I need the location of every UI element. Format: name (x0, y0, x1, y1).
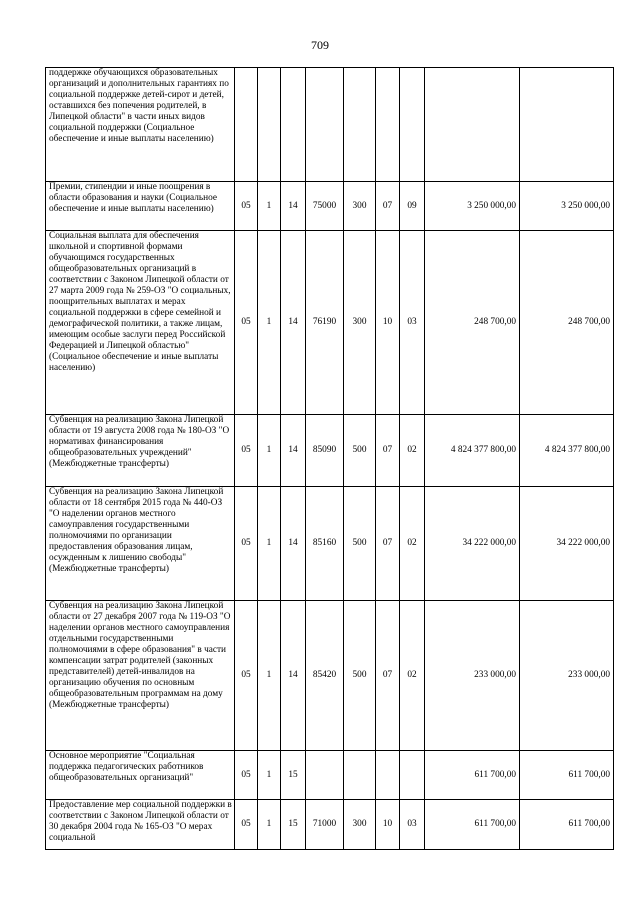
section-code (376, 751, 400, 800)
subprogram-code: 1 (258, 601, 281, 751)
program-code: 05 (235, 800, 258, 850)
subprogram-code: 1 (258, 415, 281, 487)
expense-type-code: 300 (344, 231, 376, 415)
subprogram-code: 1 (258, 487, 281, 601)
main-activity-code: 14 (281, 487, 306, 601)
main-activity-code (281, 68, 306, 182)
amount-2: 611 700,00 (520, 800, 614, 850)
expense-type-code: 300 (344, 182, 376, 231)
direction-code: 71000 (306, 800, 344, 850)
amount-2: 4 824 377 800,00 (520, 415, 614, 487)
subsection-code: 09 (400, 182, 425, 231)
amount-2: 3 250 000,00 (520, 182, 614, 231)
section-code: 10 (376, 231, 400, 415)
main-activity-code: 14 (281, 182, 306, 231)
row-description: Субвенция на реализацию Закона Липецкой области от 18 сентября 2015 года № 440-ОЗ "О наделении органов местного самоуправления государственными полномочиями по организации предоставления образования лицам, осужденным к лишению свободы" (Межбюджетные трансферты) (46, 487, 235, 601)
direction-code: 75000 (306, 182, 344, 231)
table-row (46, 415, 614, 487)
table-row (46, 182, 614, 231)
subsection-code: 02 (400, 415, 425, 487)
amount-1: 34 222 000,00 (425, 487, 520, 601)
expense-type-code: 500 (344, 487, 376, 601)
amount-1: 248 700,00 (425, 231, 520, 415)
subprogram-code: 1 (258, 231, 281, 415)
row-description: Субвенция на реализацию Закона Липецкой области от 27 декабря 2007 года № 119-ОЗ "О наделении органов местного самоуправления отдельными государственными полномочиями в сфере образования" в части компенсации затрат родителей (законных представителей) детей-инвалидов на организацию обучения по основным общеобразовательным программам на дому (Межбюджетные трансферты) (46, 601, 235, 751)
expense-type-code: 500 (344, 415, 376, 487)
amount-2: 34 222 000,00 (520, 487, 614, 601)
direction-code: 85090 (306, 415, 344, 487)
row-description: Субвенция на реализацию Закона Липецкой области от 19 августа 2008 года № 180-ОЗ "О нормативах финансирования общеобразовательных учреждений" (Межбюджетные трансферты) (46, 415, 235, 487)
main-activity-code: 14 (281, 415, 306, 487)
row-description: Предоставление мер социальной поддержки в соответствии с Законом Липецкой области от 30 декабря 2004 года № 165-ОЗ "О мерах социальной (46, 800, 235, 850)
amount-2 (520, 68, 614, 182)
main-activity-code: 15 (281, 800, 306, 850)
main-activity-code: 14 (281, 601, 306, 751)
program-code: 05 (235, 601, 258, 751)
amount-1 (425, 68, 520, 182)
amount-2: 611 700,00 (520, 751, 614, 800)
program-code: 05 (235, 231, 258, 415)
table-row (46, 487, 614, 601)
table-row (46, 68, 614, 182)
main-activity-code: 15 (281, 751, 306, 800)
program-code: 05 (235, 751, 258, 800)
subsection-code (400, 751, 425, 800)
expense-type-code (344, 751, 376, 800)
section-code: 07 (376, 182, 400, 231)
section-code (376, 68, 400, 182)
program-code: 05 (235, 415, 258, 487)
row-description: Основное мероприятие "Социальная поддержка педагогических работников общеобразовательных организаций" (46, 751, 235, 800)
direction-code: 85160 (306, 487, 344, 601)
direction-code (306, 751, 344, 800)
amount-2: 233 000,00 (520, 601, 614, 751)
direction-code (306, 68, 344, 182)
table-row (46, 601, 614, 751)
subsection-code: 02 (400, 487, 425, 601)
table-row (46, 800, 614, 850)
direction-code: 76190 (306, 231, 344, 415)
subprogram-code: 1 (258, 800, 281, 850)
section-code: 07 (376, 415, 400, 487)
section-code: 07 (376, 487, 400, 601)
direction-code: 85420 (306, 601, 344, 751)
subprogram-code: 1 (258, 751, 281, 800)
page-number: 709 (311, 38, 329, 52)
row-description: поддержке обучающихся образовательных организаций и дополнительных гарантиях по социальной поддержке детей-сирот и детей, оставшихся без попечения родителей, в Липецкой области" в части иных видов социальной поддержки (Социальное обеспечение и иные выплаты населению) (46, 68, 235, 182)
row-description: Премии, стипендии и иные поощрения в области образования и науки (Социальное обеспечение и иные выплаты населению) (46, 182, 235, 231)
amount-1: 611 700,00 (425, 800, 520, 850)
expense-type-code: 500 (344, 601, 376, 751)
amount-2: 248 700,00 (520, 231, 614, 415)
subprogram-code (258, 68, 281, 182)
section-code: 10 (376, 800, 400, 850)
subsection-code: 02 (400, 601, 425, 751)
subsection-code: 03 (400, 800, 425, 850)
program-code: 05 (235, 182, 258, 231)
row-description: Социальная выплата для обеспечения школьной и спортивной формами обучающимся государственных общеобразовательных организаций в соответствии с Законом Липецкой области от 27 марта 2009 года № 259-ОЗ "О социальных, поощрительных выплатах и мерах социальной поддержки в сфере семейной и демографической политики, а также лицам, имеющим особые заслуги перед Российской Федерацией и Липецкой областью" (Социальное обеспечение и иные выплаты населению) (46, 231, 235, 415)
expense-type-code (344, 68, 376, 182)
main-activity-code: 14 (281, 231, 306, 415)
expense-type-code: 300 (344, 800, 376, 850)
amount-1: 611 700,00 (425, 751, 520, 800)
section-code: 07 (376, 601, 400, 751)
subprogram-code: 1 (258, 182, 281, 231)
amount-1: 3 250 000,00 (425, 182, 520, 231)
subsection-code: 03 (400, 231, 425, 415)
table-row (46, 751, 614, 800)
program-code: 05 (235, 487, 258, 601)
program-code (235, 68, 258, 182)
subsection-code (400, 68, 425, 182)
table-row (46, 231, 614, 415)
budget-table (45, 67, 614, 850)
amount-1: 4 824 377 800,00 (425, 415, 520, 487)
amount-1: 233 000,00 (425, 601, 520, 751)
